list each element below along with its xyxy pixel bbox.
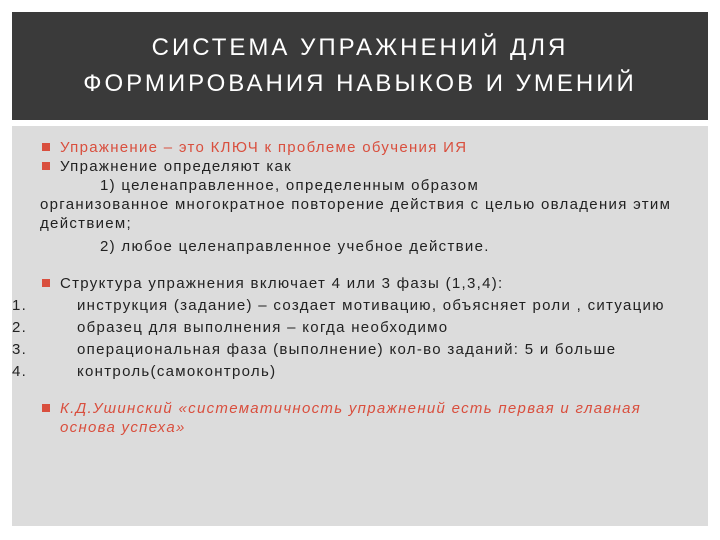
phase-item	[12, 296, 690, 315]
definition-1-line-1: 1) целенаправленное, определенным образом	[100, 177, 480, 194]
bullet-exercise-definition: Упражнение определяют как	[40, 157, 690, 176]
title-line-2: ФОРМИРОВАНИЯ НАВЫКОВ И УМЕНИЙ	[83, 70, 637, 97]
definition-2: 2) любое целенаправленное учебное действие.	[100, 238, 490, 255]
phase-number: 4.	[12, 363, 28, 380]
phase-text: операциональная фаза (выполнение) кол-во заданий: 5 и больше	[77, 341, 617, 358]
phase-item	[12, 340, 690, 359]
phase-number: 2.	[12, 319, 28, 336]
bullet-ushinsky-quote: К.Д.Ушинский «систематичность упражнений есть первая и главная основа успеха»	[40, 399, 690, 437]
phase-text: контроль(самоконтроль)	[77, 363, 277, 380]
bullet-exercise-key: Упражнение – это КЛЮЧ к проблеме обучения ИЯ	[40, 138, 690, 157]
spacer	[40, 381, 690, 399]
phase-list	[12, 296, 690, 381]
bullet-structure: Структура упражнения включает 4 или 3 фазы (1,3,4):	[40, 274, 690, 293]
phase-item	[12, 318, 690, 337]
spacer	[40, 256, 690, 274]
phase-item	[12, 362, 690, 381]
definition-1-continuation: организованное многократное повторение действия с целью овладения этим действием;	[40, 196, 672, 232]
phase-text: инструкция (задание) – создает мотивацию, объясняет роли , ситуацию	[77, 297, 665, 314]
phase-number: 3.	[12, 341, 28, 358]
phase-text: образец для выполнения – когда необходимо	[77, 319, 449, 336]
title-bar	[12, 12, 708, 120]
title-line-1: СИСТЕМА УПРАЖНЕНИЙ ДЛЯ	[151, 34, 569, 61]
phase-number: 1.	[12, 297, 28, 314]
content-box	[12, 126, 708, 526]
